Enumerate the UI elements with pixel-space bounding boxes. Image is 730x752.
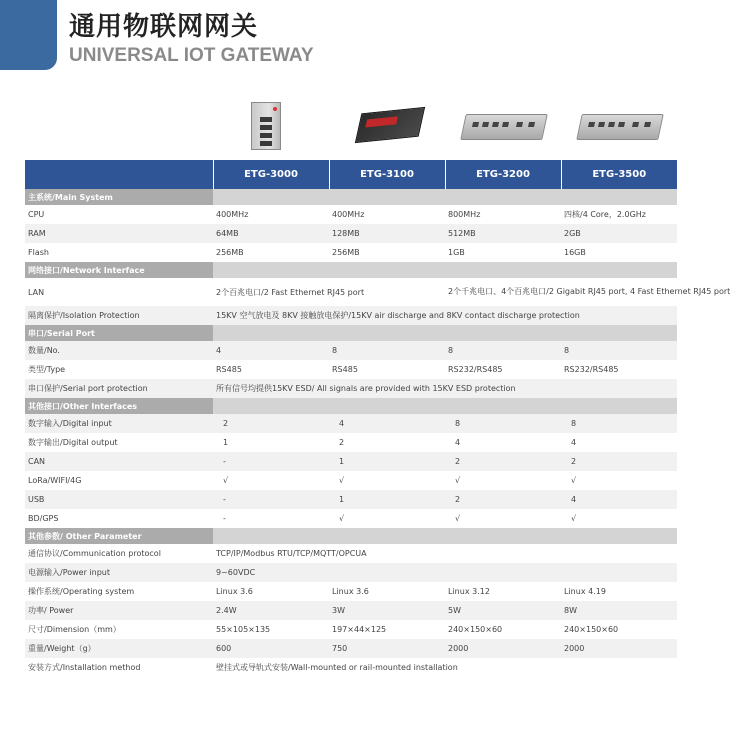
row-label: 数字输出/Digital output — [25, 433, 213, 452]
cell-value: 4 — [329, 414, 445, 433]
cell-value: Linux 3.12 — [445, 582, 561, 601]
cell-value: 400MHz — [329, 205, 445, 224]
table-row — [25, 509, 677, 528]
cell-value: √ — [329, 509, 445, 528]
cell-value: 1 — [329, 490, 445, 509]
cell-value: 2个千兆电口、4个百兆电口/2 Gigabit RJ45 port, 4 Fast Ethernet RJ45 port — [445, 278, 677, 306]
row-label: CPU — [25, 205, 213, 224]
cell-value: 1 — [329, 452, 445, 471]
cell-value: 8 — [329, 341, 445, 360]
row-label: 类型/Type — [25, 360, 213, 379]
cell-value: 2.4W — [213, 601, 329, 620]
table-row — [25, 360, 677, 379]
cell-value: 512MB — [445, 224, 561, 243]
cell-value: 2 — [561, 452, 677, 471]
table-row — [25, 620, 677, 639]
cell-value: 2 — [213, 414, 329, 433]
cell-value: 4 — [445, 433, 561, 452]
cell-value: 256MB — [329, 243, 445, 262]
row-label: 重量/Weight（g） — [25, 639, 213, 658]
cell-value: 2GB — [561, 224, 677, 243]
cell-value: 2000 — [561, 639, 677, 658]
cell-value: 400MHz — [213, 205, 329, 224]
cell-value: 2 — [329, 433, 445, 452]
table-row — [25, 490, 677, 509]
cell-value: RS232/RS485 — [561, 360, 677, 379]
cell-value: 8 — [445, 341, 561, 360]
table-row — [25, 639, 677, 658]
cell-value: 2 — [445, 490, 561, 509]
cell-value: 2 — [445, 452, 561, 471]
cell-value: 9~60VDC — [213, 563, 677, 582]
cell-value: - — [213, 452, 329, 471]
corner-accent-block — [0, 0, 57, 70]
section-header — [25, 528, 677, 544]
row-label: 通信协议/Communication protocol — [25, 544, 213, 563]
cell-value: √ — [445, 509, 561, 528]
cell-value: √ — [213, 471, 329, 490]
table-row — [25, 379, 677, 398]
table-row — [25, 414, 677, 433]
row-label: Flash — [25, 243, 213, 262]
cell-value: 壁挂式或导轨式安装/Wall-mounted or rail-mounted installation — [213, 658, 677, 677]
table-row — [25, 601, 677, 620]
section-header — [25, 398, 677, 414]
cell-value: 2个百兆电口/2 Fast Ethernet RJ45 port — [213, 278, 445, 306]
cell-value: RS485 — [329, 360, 445, 379]
cell-value: 4 — [561, 433, 677, 452]
box-pc-gateway-image — [561, 94, 677, 158]
model-name: ETG-3500 — [561, 160, 677, 189]
cell-value: 197×44×125 — [329, 620, 445, 639]
page-title-en: UNIVERSAL IOT GATEWAY — [69, 45, 314, 66]
row-label: 数量/No. — [25, 341, 213, 360]
section-header — [25, 189, 677, 205]
model-header-row — [25, 160, 677, 189]
cell-value: 8 — [445, 414, 561, 433]
table-row — [25, 563, 677, 582]
section-title: 其他接口/Other Interfaces — [25, 398, 213, 414]
row-label: 操作系统/Operating system — [25, 582, 213, 601]
row-label: LoRa/WIFI/4G — [25, 471, 213, 490]
cell-value: 2000 — [445, 639, 561, 658]
cell-value: 8 — [561, 341, 677, 360]
cell-value: 750 — [329, 639, 445, 658]
row-label: 隔离保护/Isolation Protection — [25, 306, 213, 325]
header-blank-cell — [25, 160, 213, 189]
cell-value: 4 — [213, 341, 329, 360]
black-red-gateway-image — [329, 94, 445, 158]
cell-value: 5W — [445, 601, 561, 620]
cell-value: 所有信号均提供15KV ESD/ All signals are provided with 15KV ESD protection — [213, 379, 677, 398]
row-label: RAM — [25, 224, 213, 243]
cell-value: 600 — [213, 639, 329, 658]
section-title: 其他参数/ Other Parameter — [25, 528, 213, 544]
row-label: 电源输入/Power input — [25, 563, 213, 582]
row-label: LAN — [25, 278, 213, 306]
cell-value: √ — [445, 471, 561, 490]
section-header — [25, 262, 677, 278]
table-row — [25, 658, 677, 677]
row-label: 串口保护/Serial port protection — [25, 379, 213, 398]
row-label: 尺寸/Dimension（mm） — [25, 620, 213, 639]
cell-value: - — [213, 509, 329, 528]
row-label: 安装方式/Installation method — [25, 658, 213, 677]
cell-value: 240×150×60 — [561, 620, 677, 639]
cell-value: √ — [561, 471, 677, 490]
cell-value: 256MB — [213, 243, 329, 262]
table-row — [25, 278, 677, 306]
din-rail-gateway-image — [213, 94, 329, 158]
cell-value: Linux 4.19 — [561, 582, 677, 601]
section-title: 主系统/Main System — [25, 189, 213, 205]
cell-value: 55×105×135 — [213, 620, 329, 639]
cell-value: RS232/RS485 — [445, 360, 561, 379]
row-label: BD/GPS — [25, 509, 213, 528]
cell-value: 1GB — [445, 243, 561, 262]
box-pc-gateway-image — [445, 94, 561, 158]
table-row — [25, 205, 677, 224]
table-row — [25, 544, 677, 563]
section-title: 网络接口/Network Interface — [25, 262, 213, 278]
cell-value: 64MB — [213, 224, 329, 243]
table-row — [25, 306, 677, 325]
cell-value: 1 — [213, 433, 329, 452]
cell-value: 4 — [561, 490, 677, 509]
cell-value: 四核/4 Core，2.0GHz — [561, 205, 677, 224]
cell-value: 128MB — [329, 224, 445, 243]
cell-value: 240×150×60 — [445, 620, 561, 639]
table-row — [25, 452, 677, 471]
cell-value: 16GB — [561, 243, 677, 262]
cell-value: √ — [329, 471, 445, 490]
cell-value: RS485 — [213, 360, 329, 379]
cell-value: Linux 3.6 — [329, 582, 445, 601]
cell-value: - — [213, 490, 329, 509]
product-images — [213, 94, 677, 158]
cell-value: Linux 3.6 — [213, 582, 329, 601]
section-title: 串口/Serial Port — [25, 325, 213, 341]
cell-value: 15KV 空气放电及 8KV 接触放电保护/15KV air discharge and 8KV contact discharge protection — [213, 306, 677, 325]
cell-value: 8 — [561, 414, 677, 433]
cell-value: TCP/IP/Modbus RTU/TCP/MQTT/OPCUA — [213, 544, 677, 563]
table-row — [25, 243, 677, 262]
table-row — [25, 224, 677, 243]
table-row — [25, 471, 677, 490]
table-row — [25, 341, 677, 360]
cell-value: 800MHz — [445, 205, 561, 224]
spec-table — [25, 160, 730, 677]
table-row — [25, 433, 677, 452]
row-label: 功率/ Power — [25, 601, 213, 620]
section-header — [25, 325, 677, 341]
table-row — [25, 582, 677, 601]
model-name: ETG-3100 — [329, 160, 445, 189]
model-name: ETG-3000 — [213, 160, 329, 189]
row-label: 数字输入/Digital input — [25, 414, 213, 433]
cell-value: 3W — [329, 601, 445, 620]
model-name: ETG-3200 — [445, 160, 561, 189]
page-title-cn: 通用物联网网关 — [69, 12, 259, 42]
cell-value: 8W — [561, 601, 677, 620]
row-label: USB — [25, 490, 213, 509]
row-label: CAN — [25, 452, 213, 471]
cell-value: √ — [561, 509, 677, 528]
